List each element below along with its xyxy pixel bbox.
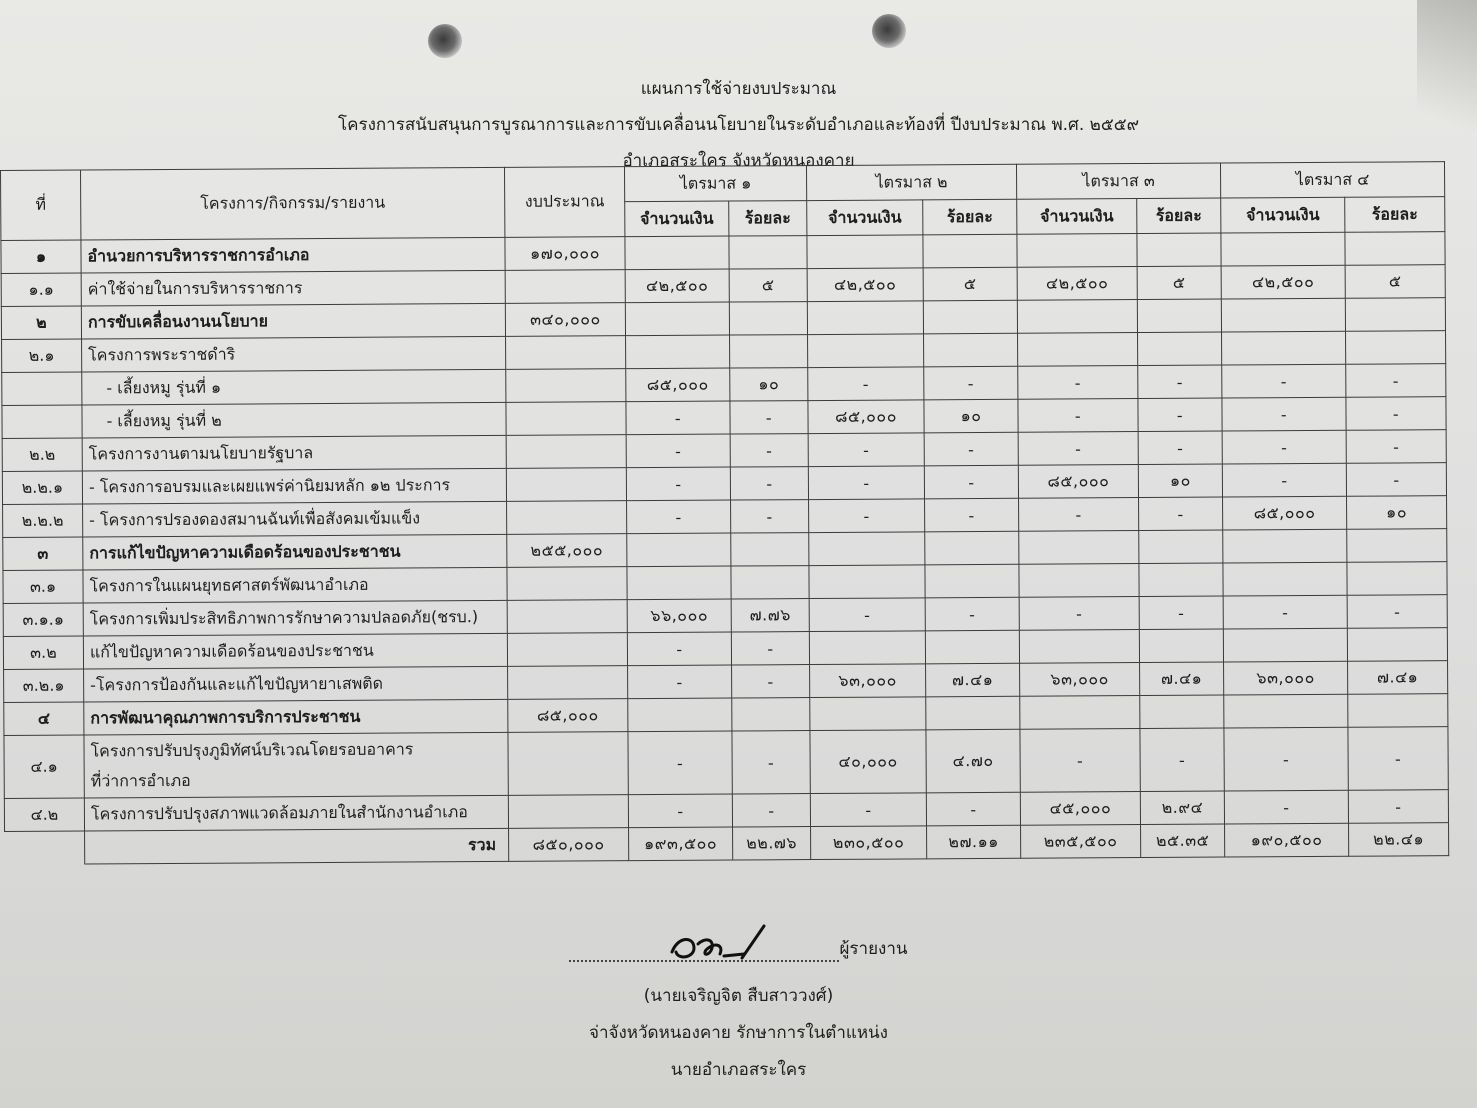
row-q1-percent [731,533,809,566]
row-budget [507,567,627,601]
row-project-name: โครงการในแผนยุทธศาสตร์พัฒนาอำเภอ [83,567,507,603]
row-budget [507,600,627,634]
row-q1-percent: - [730,401,808,434]
total-q3-amount: ๒๓๕,๕๐๐ [1021,825,1141,859]
row-q1-percent: - [732,665,810,698]
row-q1-percent: - [732,794,810,827]
row-q2-amount [809,631,925,665]
row-q3-amount [1017,234,1137,268]
col-q1-header: ไตรมาส ๑ [624,166,806,202]
row-q3-percent [1137,299,1221,333]
signer-position-2: นายอำเภอสระใคร [670,1060,807,1080]
row-project-name-line2: ที่ว่าการอำเภอ [90,770,191,791]
col-q3-header: ไตรมาส ๓ [1016,163,1220,199]
row-q1-amount: - [628,794,732,828]
row-q2-percent [926,696,1020,730]
row-q4-percent: - [1346,364,1446,398]
row-budget [506,402,626,436]
punch-hole [872,14,906,48]
row-q4-amount [1221,232,1345,266]
row-q3-amount [1019,564,1139,598]
row-project-name: -โครงการป้องกันและแก้ไขปัญหายาเสพติด [84,666,508,702]
row-project-name: โครงการปรับปรุงสภาพแวดล้อมภายในสำนักงานอำเภอ [84,795,508,831]
row-q3-percent: ๗.๔๑ [1140,662,1224,696]
row-budget [507,501,627,535]
row-q2-percent [924,333,1018,367]
row-number: ๒.๒ [2,438,82,471]
row-q2-amount: - [810,793,926,827]
row-q2-percent: ๑๐ [924,399,1018,433]
row-q4-percent: ๕ [1345,265,1445,299]
document-subtitle: โครงการสนับสนุนการบูรณาการและการขับเคลื่อนนโยบายในระดับอำเภอและท้องที่ ปีงบประมาณ พ.ศ. ๒๕๕๙ [337,115,1140,135]
col-budget-header: งบประมาณ [504,167,624,238]
row-q3-percent: ๑๐ [1138,464,1222,498]
budget-plan-table [0,161,1449,865]
row-number: ๒.๑ [2,339,82,372]
total-q2-amount: ๒๓๐,๕๐๐ [811,826,927,860]
row-project-name: แก้ไขปัญหาความเดือดร้อนของประชาชน [83,633,507,669]
row-q1-amount: ๘๕,๐๐๐ [626,368,730,402]
row-q3-amount: ๔๒,๕๐๐ [1017,267,1137,301]
row-q1-amount: ๖๖,๐๐๐ [627,599,731,633]
row-q2-amount [809,565,925,599]
row-q4-percent [1347,628,1447,662]
row-q2-amount: - [809,499,925,533]
row-q4-amount [1222,331,1346,365]
row-q1-amount [628,698,732,732]
row-number: ๔.๑ [4,735,84,798]
row-number: ๓.๒ [3,636,83,669]
row-q3-percent: - [1138,365,1222,399]
row-q3-amount: - [1019,498,1139,532]
row-q4-percent: ๑๐ [1347,496,1447,530]
row-budget: ๓๔๐,๐๐๐ [505,303,625,337]
row-q3-percent [1139,563,1223,597]
table-body [1,232,1449,832]
row-q4-amount: - [1222,364,1346,398]
q4-percent-header: ร้อยละ [1345,197,1445,233]
row-number [2,372,82,405]
row-q4-amount: ๖๓,๐๐๐ [1224,661,1348,695]
budget-table-wrapper [0,161,1449,865]
total-label: รวม [85,828,509,864]
row-q1-percent: ๗.๗๖ [731,599,809,632]
row-q2-amount: ๔๐,๐๐๐ [810,730,926,794]
row-q1-percent: - [732,731,810,794]
q3-percent-header: ร้อยละ [1137,198,1221,234]
row-q3-percent: ๒.๙๔ [1140,791,1224,825]
row-q3-percent [1140,695,1224,729]
row-q2-amount: ๔๒,๕๐๐ [807,268,923,302]
row-q3-amount [1019,531,1139,565]
row-budget [508,666,628,700]
row-q1-amount: - [628,731,732,795]
total-q3-percent: ๒๕.๓๕ [1141,824,1225,858]
row-q1-percent: ๑๐ [730,368,808,401]
row-number: ๒.๒.๑ [2,471,82,504]
row-q1-amount: - [627,632,731,666]
signature-line [0,935,1477,962]
row-q2-amount [809,532,925,566]
row-q1-amount: ๔๒,๕๐๐ [625,269,729,303]
row-project-name [84,732,508,798]
row-budget [506,468,626,502]
handwritten-signature-icon [664,922,774,968]
row-q2-amount [807,301,923,335]
row-budget [507,633,627,667]
row-budget [506,435,626,469]
row-q3-percent: - [1139,497,1223,531]
col-project-header: โครงการ/กิจกรรม/รายงาน [81,167,505,240]
row-q3-amount: ๖๓,๐๐๐ [1020,663,1140,697]
row-q1-percent: - [731,632,809,665]
row-q2-amount: - [808,433,924,467]
row-project-name: - โครงการอบรมและเผยแพร่ค่านิยมหลัก ๑๒ ประการ [82,468,506,504]
q3-amount-header: จำนวนเงิน [1017,199,1137,235]
row-budget: ๘๕,๐๐๐ [508,699,628,733]
row-q1-amount [627,533,731,567]
row-number: ๓.๑ [3,570,83,603]
col-q4-header: ไตรมาส ๔ [1220,162,1444,198]
q1-amount-header: จำนวนเงิน [625,201,729,237]
row-q4-amount [1223,529,1347,563]
row-q4-amount: - [1224,790,1348,824]
row-q2-percent [925,564,1019,598]
row-project-name: - เลี้ยงหมู รุ่นที่ ๒ [82,402,506,438]
row-number: ๓ [3,537,83,570]
row-q3-percent: - [1140,728,1224,792]
punch-hole [428,24,462,58]
row-q3-percent: - [1138,431,1222,465]
q4-amount-header: จำนวนเงิน [1221,197,1345,233]
row-q2-amount: - [809,598,925,632]
row-q2-percent [923,300,1017,334]
row-number: ๒.๒.๒ [3,504,83,537]
row-q2-amount: ๘๕,๐๐๐ [808,400,924,434]
row-q4-amount: - [1223,595,1347,629]
total-q1-percent: ๒๒.๗๖ [733,827,811,860]
row-q4-amount: ๔๒,๕๐๐ [1221,265,1345,299]
row-q4-percent [1345,232,1445,266]
row-q3-percent: ๕ [1137,266,1221,300]
total-budget: ๘๕๐,๐๐๐ [509,828,629,862]
row-q3-amount: - [1019,597,1139,631]
row-q2-percent [925,531,1019,565]
row-q2-percent: - [926,792,1020,826]
row-project-name: โครงการพระราชดำริ [82,336,506,372]
row-q3-amount: - [1018,399,1138,433]
row-q2-percent: - [924,465,1018,499]
row-budget: ๒๕๕,๐๐๐ [507,534,627,568]
row-q4-amount: - [1222,463,1346,497]
row-q1-percent [729,302,807,335]
row-q3-percent [1137,233,1221,267]
row-q2-amount [808,334,924,368]
row-q3-amount: - [1018,432,1138,466]
row-q1-amount [626,335,730,369]
row-q4-amount [1223,562,1347,596]
row-q1-percent: ๕ [729,269,807,302]
total-q1-amount: ๑๙๓,๕๐๐ [629,827,733,861]
row-q1-percent: - [730,434,808,467]
row-project-name: การพัฒนาคุณภาพการบริการประชาชน [84,699,508,735]
total-q2-percent: ๒๗.๑๑ [927,825,1021,859]
reporter-label: ผู้รายงาน [839,939,908,959]
row-q4-percent [1348,694,1448,728]
row-q4-percent [1345,298,1445,332]
row-q1-percent: - [731,500,809,533]
row-project-name: อำนวยการบริหารราชการอำเภอ [81,237,505,273]
row-number [2,405,82,438]
row-q3-amount [1020,696,1140,730]
row-project-name: - โครงการปรองดองสมานฉันท์เพื่อสังคมเข้มแข็ง [83,501,507,537]
row-q1-amount [625,302,729,336]
signature-dots [569,942,839,962]
row-q4-amount [1223,628,1347,662]
row-project-name: โครงการงานตามนโยบายรัฐบาล [82,435,506,471]
row-budget [505,270,625,304]
row-q1-amount: - [626,401,730,435]
row-q4-percent: - [1346,430,1446,464]
q2-percent-header: ร้อยละ [923,199,1017,235]
document-title: แผนการใช้จ่ายงบประมาณ [640,79,837,99]
row-q3-amount: ๘๕,๐๐๐ [1018,465,1138,499]
row-q4-amount [1224,694,1348,728]
row-q4-percent [1346,331,1446,365]
row-q1-amount: - [627,500,731,534]
row-q4-percent: - [1346,397,1446,431]
row-number: ๑ [1,240,81,273]
row-budget [506,369,626,403]
row-q2-percent: - [925,498,1019,532]
row-q2-percent: ๕ [923,267,1017,301]
row-q1-percent [729,236,807,269]
row-q2-amount: - [808,466,924,500]
row-q4-amount: - [1222,430,1346,464]
row-q3-amount: ๔๕,๐๐๐ [1020,792,1140,826]
row-q4-percent: - [1346,463,1446,497]
row-q2-percent: - [924,366,1018,400]
row-q4-amount: - [1224,727,1348,791]
row-q1-percent: - [730,467,808,500]
row-q3-amount [1019,630,1139,664]
signer-name: (นายเจริญจิต สืบสาววงศ์) [643,986,834,1006]
row-q2-amount [810,697,926,731]
row-q2-percent [923,234,1017,268]
row-project-name: การขับเคลื่อนงานนโยบาย [81,303,505,339]
col-no-header: ที่ [1,170,81,240]
row-project-name-line1: โครงการปรับปรุงภูมิทัศน์บริเวณโดยรอบอาคาร [90,739,414,761]
document-location: อำเภอสระใคร จังหวัดหนองคาย [622,151,855,171]
row-q3-amount [1017,300,1137,334]
row-q3-percent: - [1138,398,1222,432]
row-q4-percent: ๗.๔๑ [1348,661,1448,695]
q2-amount-header: จำนวนเงิน [807,200,923,236]
row-budget [506,336,626,370]
row-q1-amount: - [626,434,730,468]
row-project-name: การแก้ไขปัญหาความเดือดร้อนของประชาชน [83,534,507,570]
row-q4-percent: - [1347,595,1447,629]
table-row [4,727,1448,799]
row-q2-percent: - [925,597,1019,631]
row-q4-percent: - [1348,727,1448,791]
col-q2-header: ไตรมาส ๒ [806,164,1016,200]
row-q4-amount: - [1222,397,1346,431]
row-q3-amount [1018,333,1138,367]
row-q3-amount: - [1018,366,1138,400]
row-q2-percent [925,630,1019,664]
row-q3-percent [1138,332,1222,366]
row-q2-percent: ๔.๗๐ [926,729,1020,793]
row-q2-amount: - [808,367,924,401]
row-number: ๓.๑.๑ [3,603,83,636]
row-q3-percent: - [1139,596,1223,630]
row-q2-percent: - [924,432,1018,466]
row-q4-percent [1347,529,1447,563]
row-q2-percent: ๗.๔๑ [926,663,1020,697]
row-q4-percent: - [1348,790,1448,824]
row-q1-amount [625,236,729,270]
signer-position: จ่าจังหวัดหนองคาย รักษาการในตำแหน่ง [589,1023,888,1043]
row-number: ๔ [4,702,84,735]
row-budget: ๑๗๐,๐๐๐ [505,237,625,271]
total-q4-amount: ๑๙๐,๕๐๐ [1225,823,1349,857]
row-q4-amount: ๘๕,๐๐๐ [1223,496,1347,530]
row-number: ๑.๑ [1,273,81,306]
row-q1-percent [732,698,810,731]
row-budget [508,795,628,829]
row-project-name: โครงการเพิ่มประสิทธิภาพการรักษาความปลอดภัย(ชรบ.) [83,600,507,636]
row-q1-percent [731,566,809,599]
row-q4-percent [1347,562,1447,596]
row-q1-percent [730,335,808,368]
row-q1-amount: - [626,467,730,501]
q1-percent-header: ร้อยละ [729,201,807,236]
row-q3-percent [1139,530,1223,564]
row-number: ๒ [1,306,81,339]
row-q4-amount [1221,298,1345,332]
row-number: ๔.๒ [4,798,84,831]
row-project-name: ค่าใช้จ่ายในการบริหารราชการ [81,270,505,306]
row-q1-amount [627,566,731,600]
row-project-name: - เลี้ยงหมู รุ่นที่ ๑ [82,369,506,405]
row-number: ๓.๒.๑ [4,669,84,702]
row-q3-amount: - [1020,729,1140,793]
row-budget [508,732,628,796]
total-q4-percent: ๒๒.๔๑ [1349,823,1449,857]
row-q2-amount: ๖๓,๐๐๐ [810,664,926,698]
row-q1-amount: - [628,665,732,699]
row-q3-percent [1139,629,1223,663]
row-q2-amount [807,235,923,269]
